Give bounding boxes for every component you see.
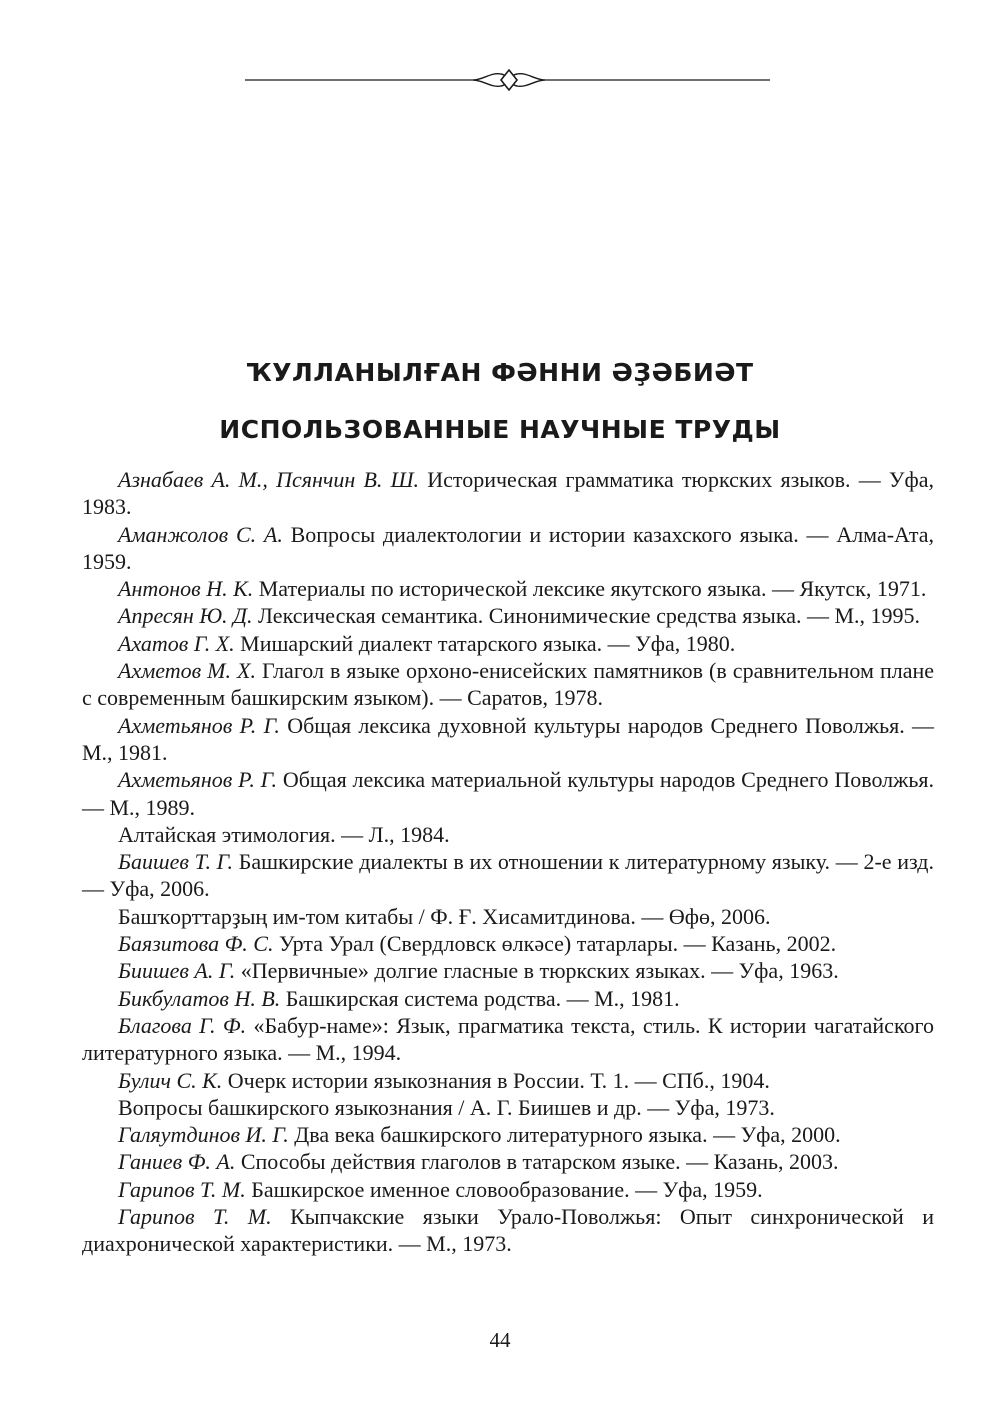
entry-text: Вопросы диалектологии и истории казахского языка. — Алма-Ата, 1959. xyxy=(82,521,934,574)
bibliography-entry xyxy=(82,930,934,957)
bibliography-entry xyxy=(82,521,934,576)
entry-author: Галяутдинов И. Г. xyxy=(118,1122,289,1148)
bibliography-entry xyxy=(82,575,934,602)
bibliography-entry xyxy=(82,602,934,629)
entry-author: Биишев А. Г. xyxy=(118,958,236,984)
bibliography-list xyxy=(82,466,934,1258)
bibliography-entry xyxy=(82,1067,934,1094)
entry-author: Ахметьянов Р. Г. xyxy=(118,767,278,793)
entry-text: Башҡорттарҙың им-том китабы / Ф. Ғ. Хисамитдинова. — Өфө, 2006. xyxy=(118,903,771,929)
bibliography-entry xyxy=(82,1148,934,1175)
entry-text: Алтайская этимология. — Л., 1984. xyxy=(118,821,450,847)
entry-text: Материалы по исторической лексике якутского языка. — Якутск, 1971. xyxy=(253,576,927,602)
entry-author: Гарипов Т. М. xyxy=(118,1176,246,1202)
entry-text: Лексическая семантика. Синонимические средства языка. — М., 1995. xyxy=(252,603,921,629)
bibliography-entry xyxy=(82,1012,934,1067)
entry-text: Башкирская система родства. — М., 1981. xyxy=(280,985,680,1011)
bibliography-entry xyxy=(82,1094,934,1121)
bibliography-entry xyxy=(82,903,934,930)
entry-author: Аманжолов С. А. xyxy=(118,521,283,547)
entry-author: Апресян Ю. Д. xyxy=(118,603,253,629)
page-title-russian: ИСПОЛЬЗОВАННЫЕ НАУЧНЫЕ ТРУДЫ xyxy=(219,415,781,444)
page-title-bashkir: ҠУЛЛАНЫЛҒАН ФӘННИ ӘҘӘБИӘТ xyxy=(246,358,754,387)
entry-author: Благова Г. Ф. xyxy=(118,1012,247,1038)
entry-author: Ахметьянов Р. Г. xyxy=(118,712,280,738)
entry-author: Ахметов М. Х. xyxy=(118,658,256,684)
entry-author: Антонов Н. К. xyxy=(118,576,254,602)
entry-text: Историческая грамматика тюркских языков. — Уфа, 1983. xyxy=(82,467,934,520)
bibliography-entry xyxy=(82,766,934,821)
entry-author: Ахатов Г. Х. xyxy=(118,630,235,656)
entry-text: Башкирское именное словообразование. — Уфа, 1959. xyxy=(245,1176,763,1202)
bibliography-entry xyxy=(82,985,934,1012)
entry-author: Бикбулатов Н. В. xyxy=(118,985,281,1011)
entry-text: «Бабур-наме»: Язык, прагматика текста, стиль. К истории чагатайского литературного языка. — М., 1994. xyxy=(82,1012,934,1066)
bibliography-entry xyxy=(82,1176,934,1203)
entry-text: Глагол в языке орхоно-енисейских памятников (в сравнительном плане с современным башкирским языком). — Саратов, 1978. xyxy=(82,658,935,711)
bibliography-entry xyxy=(82,630,934,657)
bibliography-entry xyxy=(82,848,934,903)
entry-text: Очерк истории языкознания в России. Т. 1. — СПб., 1904. xyxy=(222,1067,770,1093)
bibliography-entry xyxy=(82,957,934,984)
entry-text: Мишарский диалект татарского языка. — Уфа, 1980. xyxy=(234,630,736,656)
entry-author: Булич С. К. xyxy=(118,1067,223,1093)
entry-text: Урта Урал (Свердловск өлкәсе) татарлары. — Казань, 2002. xyxy=(273,931,837,957)
header-ornament xyxy=(245,66,770,96)
bibliography-entry xyxy=(82,712,934,767)
bibliography-entry xyxy=(82,821,934,848)
entry-text: Башкирские диалекты в их отношении к литературному языку. — 2-е изд. — Уфа, 2006. xyxy=(82,849,934,902)
bibliography-entry xyxy=(82,466,934,521)
entry-text: Общая лексика материальной культуры народов Среднего Поволжья. — М., 1989. xyxy=(82,767,934,820)
entry-author: Азнабаев А. М., Псянчин В. Ш. xyxy=(118,467,420,492)
entry-author: Гарипов Т. М. xyxy=(118,1204,272,1230)
entry-author: Баишев Т. Г. xyxy=(118,849,234,875)
entry-text: Вопросы башкирского языкознания / А. Г. Биишев и др. — Уфа, 1973. xyxy=(118,1094,775,1120)
bibliography-entry xyxy=(82,1121,934,1148)
entry-author: Баязитова Ф. С. xyxy=(118,931,274,957)
entry-text: Два века башкирского литературного языка. — Уфа, 2000. xyxy=(288,1122,841,1148)
entry-text: Кыпчакские языки Урало-Поволжья: Опыт синхронической и диахронической характеристики. — М., 1973. xyxy=(82,1204,934,1257)
bibliography-entry xyxy=(82,1203,934,1258)
entry-author: Ганиев Ф. А. xyxy=(118,1149,236,1175)
entry-text: Способы действия глаголов в татарском языке. — Казань, 2003. xyxy=(235,1149,839,1175)
bibliography-entry xyxy=(82,657,934,712)
entry-text: Общая лексика духовной культуры народов Среднего Поволжья. — М., 1981. xyxy=(82,712,934,765)
entry-text: «Первичные» долгие гласные в тюркских языках. — Уфа, 1963. xyxy=(235,958,839,984)
page-number: 44 xyxy=(489,1328,511,1352)
